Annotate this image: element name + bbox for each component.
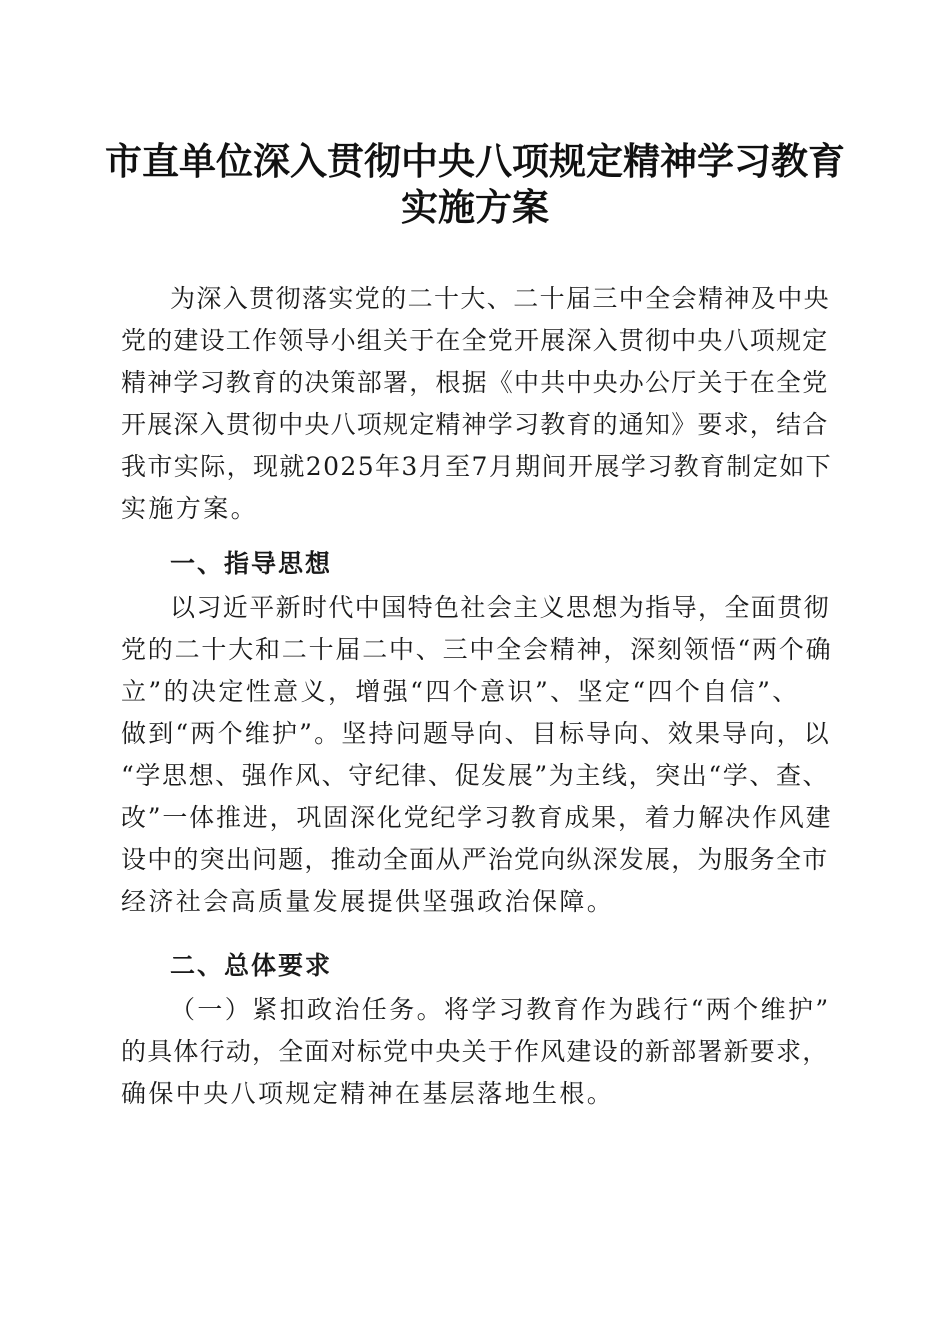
section-1-line: 改”一体推进，巩固深化党纪学习教育成果，着力解决作风建 [121,803,833,832]
section-2-heading: 二、总体要求 [170,951,333,980]
section-1-line: 立”的决定性意义，增强“四个意识”、坚定“四个自信”、 [121,677,800,706]
section-1-line: 党的二十大和二十届二中、三中全会精神，深刻领悟“两个确 [121,635,833,664]
document-title-line-2: 实施方案 [401,185,549,229]
section-1-line: 做到“两个维护”。坚持问题导向、目标导向、效果导向，以 [121,719,831,748]
intro-line: 为深入贯彻落实党的二十大、二十届三中全会精神及中央 [170,284,831,313]
section-2-line: （一）紧扣政治任务。将学习教育作为践行“两个维护” [170,995,831,1024]
section-1-line: “学思想、强作风、守纪律、促发展”为主线，突出“学、查、 [121,761,830,790]
intro-line: 我市实际，现就2025年3月至7月期间开展学习教育制定如下 [121,452,833,481]
intro-line: 精神学习教育的决策部署，根据《中共中央办公厅关于在全党 [121,368,829,397]
section-1-heading: 一、指导思想 [170,549,333,578]
section-1-line: 以习近平新时代中国特色社会主义思想为指导，全面贯彻 [170,593,831,622]
intro-line: 开展深入贯彻中央八项规定精神学习教育的通知》要求，结合 [121,410,829,439]
section-2-line: 的具体行动，全面对标党中央关于作风建设的新部署新要求， [121,1037,829,1066]
intro-line: 实施方案。 [121,494,259,523]
section-1-line: 设中的突出问题，推动全面从严治党向纵深发展，为服务全市 [121,845,829,874]
section-1-line: 经济社会高质量发展提供坚强政治保障。 [121,887,615,916]
document-title-line-1: 市直单位深入贯彻中央八项规定精神学习教育 [105,139,845,183]
intro-line: 党的建设工作领导小组关于在全党开展深入贯彻中央八项规定 [121,326,829,355]
section-2-line: 确保中央八项规定精神在基层落地生根。 [121,1079,615,1108]
